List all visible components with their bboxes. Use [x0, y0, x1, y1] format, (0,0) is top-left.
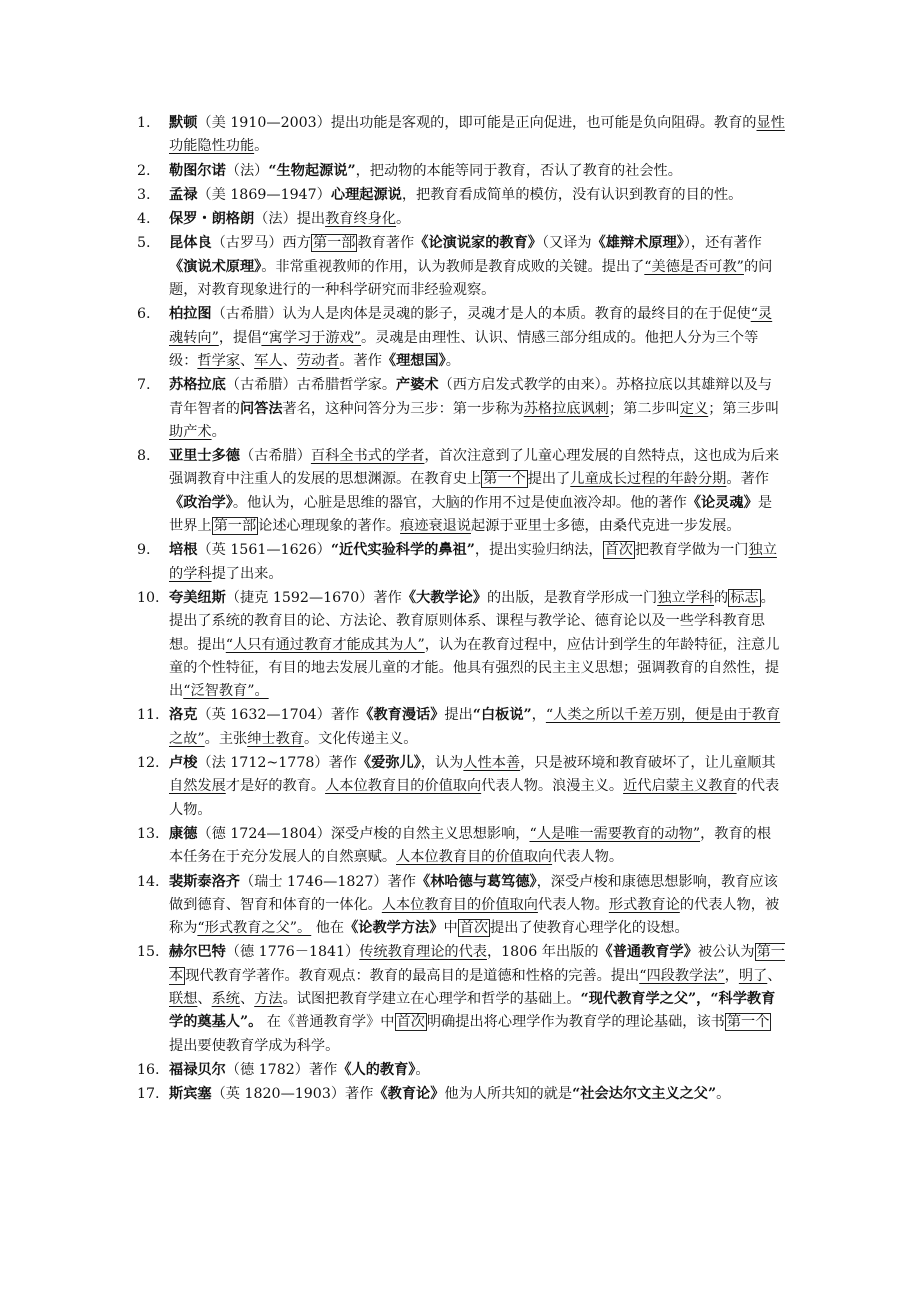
list-item: [135, 539, 785, 586]
item-number: 7.: [137, 377, 151, 394]
bold-term: 产婆术: [396, 377, 439, 394]
underlined-term: 联想: [169, 990, 198, 1007]
item-text: 。提出了系统的教育目的论、方法论、教育原则体系、课程与教学论、德育论以及一些学科教育思想。提出: [169, 589, 775, 653]
underlined-term: 自然发展: [169, 778, 226, 795]
item-number: 11.: [137, 707, 160, 724]
item-text: 提出了: [527, 471, 571, 488]
bold-term: 福禄贝尔: [169, 1061, 226, 1078]
item-text: ；第二步叫: [608, 400, 680, 417]
item-text: 。: [396, 211, 411, 228]
item-text: ，: [724, 967, 739, 984]
item-text: （法）提出: [254, 211, 326, 228]
item-text: （捷克 1592—1670）著作: [225, 589, 402, 606]
item-text: 起源于亚里士多德，由桑代克进一步发展。: [471, 518, 741, 535]
item-text: 代表人物。: [537, 896, 609, 913]
item-text: （法 1712~1778）著作: [197, 755, 357, 772]
bold-term: 洛克: [169, 707, 198, 724]
item-text: 代表人物。浪漫主义。: [481, 778, 624, 795]
item-text: 、: [282, 352, 297, 369]
bold-term: 苏格拉底: [169, 377, 226, 394]
item-text: ，深受卢梭和康德思想影响，教育应该做到德育、智育和体育的一体化。: [169, 873, 778, 913]
item-number: 17.: [137, 1086, 160, 1103]
item-text: （英 1820—1903）著作: [211, 1086, 374, 1103]
underlined-term: 教育终身化: [325, 211, 397, 228]
item-text: 。: [716, 1086, 731, 1103]
item-text: 。灵魂是由理性、认识、情感三部分组成的。他把人分为三个等级：: [169, 329, 759, 369]
item-number: 15.: [137, 944, 160, 961]
item-number: 9.: [137, 542, 151, 559]
bold-term: 赫尔巴特: [169, 944, 226, 961]
underlined-term: 形式教育论: [608, 896, 680, 913]
bold-term: 《大教学论》: [401, 589, 487, 606]
item-number: 16.: [137, 1061, 160, 1078]
item-number: 5.: [137, 235, 151, 252]
item-text: 。: [211, 423, 226, 440]
underlined-term: 绅士教育: [247, 730, 304, 747]
boxed-term: 首次: [459, 920, 489, 937]
bold-term: 夸美纽斯: [169, 589, 226, 606]
underlined-term: 人本位教育目的价值取向: [325, 778, 482, 795]
bold-term: 卢梭: [169, 755, 198, 772]
item-text: 提出要使教育学成为科学。: [169, 1037, 340, 1054]
list-item: [135, 184, 785, 207]
item-text: 。著作: [339, 352, 382, 369]
underlined-term: 痕迹衰退说: [400, 518, 471, 535]
bold-term: “白板说”: [472, 707, 532, 724]
item-text: 、: [197, 990, 212, 1007]
item-text: （古希腊）认为人是肉体是灵魂的影子，灵魂才是人的本质。教育的最终目的在于促使: [211, 306, 751, 323]
item-text: （美 1869—1947）: [197, 186, 331, 203]
underlined-term: “形式教育之父”。: [197, 920, 312, 937]
item-text: ，教育的根本任务在于充分发展人的自然禀赋。: [169, 825, 772, 866]
item-text: （英 1632—1704）著作: [197, 707, 360, 724]
underlined-term: 独立学科: [657, 589, 714, 606]
item-text: （西方启发式教学的由来）。苏格拉底以其雄辩以及与青年智者的: [169, 377, 773, 417]
item-text: 他为人所共知的就是: [444, 1086, 573, 1103]
bold-term: 《雄辩术原理》: [591, 235, 684, 252]
bold-term: 柏拉图: [169, 306, 212, 323]
item-text: 。文化传递主义。: [303, 730, 418, 747]
item-text: 。主张: [204, 730, 248, 747]
item-text: （又译为: [541, 235, 592, 252]
item-text: 才是好的教育。: [225, 778, 326, 795]
boxed-term: 第一个: [726, 1014, 770, 1031]
item-text: ，认为在教育过程中，应估计到学生的年龄特征，注意儿童的个性特征，有目的地去发展儿童的才能。他具有强烈的民主主义思想；强调教育的自然性，提出: [169, 636, 780, 700]
bold-term: 康德: [169, 825, 198, 842]
item-text: 的代表人物，被称为: [169, 896, 780, 937]
item-text: 在《普通教育学》中: [262, 1014, 395, 1031]
list-item: [135, 1083, 785, 1106]
bold-term: 《林哈德与葛笃德》: [416, 873, 537, 890]
item-text: 。试图把教育学建立在心理学和哲学的基础上。: [282, 990, 581, 1007]
item-text: （德 1776－1841）: [225, 944, 360, 961]
item-text: 论述心理现象的著作。: [258, 518, 401, 535]
item-text: 被公认为: [697, 944, 755, 961]
underlined-term: “泛智教育”。: [183, 683, 269, 700]
boxed-term: 首次: [604, 542, 633, 559]
item-text: （瑞士 1746—1827）著作: [239, 873, 416, 890]
bold-term: 问答法: [239, 400, 283, 417]
list-item: [135, 752, 785, 822]
underlined-term: “四段教学法”: [639, 967, 725, 984]
bold-term: “现代教育学之父”，“科学教育学的奠基人”。: [169, 990, 776, 1031]
item-number: 1.: [137, 115, 151, 131]
underlined-term: “美德是否可教”: [644, 258, 744, 275]
item-text: 现代教育学著作。教育观点：教育的最高目的是道德和性格的完善。提出: [185, 967, 640, 984]
item-number: 10.: [137, 589, 160, 606]
list-item: [135, 871, 785, 941]
item-text: ，: [531, 707, 546, 724]
boxed-term: 第一部: [312, 235, 356, 252]
underlined-term: 方法: [254, 990, 283, 1007]
bold-term: 《论演说家的教育》: [414, 235, 542, 252]
item-number: 2.: [137, 162, 151, 179]
bold-term: 《教育漫话》: [359, 707, 445, 724]
underlined-term: 人本位教育目的价值取向: [396, 849, 553, 866]
item-text: ，1806 年出版的: [486, 944, 599, 961]
item-number: 8.: [137, 448, 151, 465]
list-item: [135, 941, 785, 1057]
underlined-term: 军人: [254, 352, 283, 369]
item-text: ，提倡: [218, 329, 262, 346]
item-number: 6.: [137, 306, 151, 323]
list-item: [135, 1059, 785, 1082]
boxed-term: 第一个: [483, 471, 526, 488]
item-number: 12.: [137, 755, 160, 772]
item-text: ，把教育看成简单的模仿，没有认识到教育的目的性。: [401, 186, 743, 203]
underlined-term: 传统教育理论的代表: [359, 944, 487, 961]
underlined-term: 哲学家: [197, 352, 240, 369]
item-text: 。他认为，心脏是思维的器官，大脑的作用不过是使血液冷却。他的著作: [232, 494, 687, 511]
bold-term: 默顿: [169, 115, 198, 131]
underlined-term: 显性功能隐性功能: [169, 115, 785, 155]
list-item: [135, 160, 785, 183]
underlined-term: 助产术: [169, 423, 212, 440]
item-text: 著名，这种问答分为三步：第一步称为: [282, 400, 524, 417]
bold-term: 《教育论》: [373, 1086, 445, 1103]
item-text: ，提出实验归纳法，: [474, 542, 603, 559]
item-text: 、: [239, 990, 255, 1007]
item-number: 3.: [137, 186, 151, 203]
item-text: 。: [254, 138, 269, 155]
item-text: 的出版，是教育学形成一门: [486, 589, 658, 606]
item-number: 14.: [137, 873, 160, 890]
list-item: [135, 704, 785, 751]
underlined-term: 百科全书式的学者: [310, 448, 425, 465]
bold-term: “近代实验科学的鼻祖”: [330, 542, 475, 559]
bold-term: 斯宾塞: [169, 1086, 212, 1103]
item-text: 。: [415, 1061, 430, 1078]
item-text: 、: [239, 352, 255, 369]
item-number: 13.: [137, 825, 160, 842]
underlined-term: “人类之所以千差万别，便是由于教育之故”: [169, 707, 781, 747]
list-item: [135, 232, 785, 302]
list-item: [135, 112, 785, 159]
item-text: 明确提出将心理学作为教育学的理论基础，该书: [426, 1014, 725, 1031]
item-text: （古希腊）古希腊哲学家。: [225, 377, 397, 394]
list-item: [135, 303, 785, 373]
item-text: ；第三步叫: [708, 400, 780, 417]
item-text: 。: [445, 352, 460, 369]
underlined-term: “人是唯一需要教育的动物”: [529, 825, 701, 842]
bold-term: 《爱弥儿》: [356, 755, 421, 772]
item-text: ，首次注意到了儿童心理发展的自然特点，这也成为后来强调教育中注重人的发展的思想渊源。在教育史上: [169, 448, 780, 488]
underlined-term: “人只有通过教育才能成其为人”: [225, 636, 425, 653]
item-text: 的代表人物。: [169, 778, 780, 818]
item-text: 中: [443, 920, 458, 937]
bold-term: 孟禄: [169, 186, 198, 203]
item-text: 代表人物。: [552, 849, 624, 866]
item-text: （德 1724—1804）深受卢梭的自然主义思想影响，: [197, 825, 530, 842]
bold-term: 勒图尔诺: [169, 162, 226, 179]
underlined-term: “寓学习于游戏”: [261, 329, 362, 346]
bold-term: 昆体良: [169, 235, 212, 252]
boxed-term: 第一部: [213, 518, 257, 535]
underlined-term: 近代启蒙主义教育: [623, 778, 737, 795]
boxed-term: 首次: [396, 1014, 425, 1031]
underlined-term: 人性本善: [463, 755, 521, 772]
underlined-term: 系统: [211, 990, 240, 1007]
underlined-term: 苏格拉底讽刺: [523, 400, 609, 417]
item-text: 的: [713, 589, 729, 606]
item-text: 他在: [311, 920, 345, 937]
item-text: ，把动物的本能等同于教育，否认了教育的社会性。: [355, 162, 682, 179]
bold-term: 《论灵魂》: [686, 494, 758, 511]
item-text: 提了出来。: [211, 565, 283, 582]
underlined-term: 劳动者: [296, 352, 340, 369]
bold-term: 心理起源说: [330, 186, 402, 203]
item-text: 。非常重视教师的作用，认为教师是教育成败的关键。提出了: [261, 258, 645, 275]
item-text: （美 1910—2003）提出功能是客观的，即可能是正向促进，也可能是负向阻碍。教育的: [197, 115, 757, 131]
item-text: （英 1561—1626）: [197, 542, 331, 559]
item-text: 。著作: [726, 471, 769, 488]
bold-term: 保罗・朗格朗: [169, 211, 255, 228]
bold-term: 裴斯泰洛齐: [169, 873, 240, 890]
bold-term: “生物起源说”: [268, 162, 356, 179]
item-text: 是世界上: [169, 494, 773, 535]
bold-term: “社会达尔文主义之父”: [572, 1086, 717, 1103]
underlined-term: 明了: [738, 967, 768, 984]
bold-term: 亚里士多德: [169, 448, 240, 465]
item-text: 把教育学做为一门: [634, 542, 749, 559]
underlined-term: “灵魂转向”: [169, 306, 773, 346]
bold-term: 《人的教育》: [337, 1061, 416, 1078]
item-text: （德 1782）著作: [225, 1061, 338, 1078]
item-text: （古罗马）西方: [211, 235, 311, 252]
item-text: 提出: [444, 707, 473, 724]
bold-term: 《论教学方法》: [344, 920, 444, 937]
list-item: [135, 823, 785, 870]
list-item: [135, 374, 785, 444]
underlined-term: 人本位教育目的价值取向: [381, 896, 538, 913]
boxed-term: 标志: [730, 589, 759, 606]
list-item: [135, 208, 785, 231]
item-text: 提出了使教育心理学化的设想。: [490, 920, 689, 937]
underlined-term: 独立的学科: [169, 542, 777, 582]
bold-term: 培根: [169, 542, 198, 559]
item-text: 、: [767, 967, 782, 984]
item-text: ，只是被环境和教育破坏了，让儿童顺其: [520, 755, 776, 772]
item-text: 教育著作: [357, 235, 415, 252]
educator-list: [135, 112, 785, 1107]
underlined-term: 定义: [679, 400, 709, 417]
list-item: [135, 445, 785, 538]
item-text: （法）: [225, 162, 269, 179]
item-text: ），还有著作: [683, 235, 762, 252]
boxed-term: 第一本: [169, 944, 785, 984]
item-number: 4.: [137, 211, 151, 228]
bold-term: 《理想国》: [381, 352, 446, 369]
bold-term: 《普通教育学》: [598, 944, 698, 961]
item-text: 的问题，对教育现象进行的一种科学研究而非经验观察。: [169, 258, 773, 299]
item-text: （古希腊）: [239, 448, 311, 465]
item-text: ，认为: [420, 755, 464, 772]
underlined-term: 儿童成长过程的年龄分期: [570, 471, 727, 488]
bold-term: 《演说术原理》: [169, 258, 262, 275]
list-item: [135, 587, 785, 703]
bold-term: 《政治学》: [169, 494, 233, 511]
